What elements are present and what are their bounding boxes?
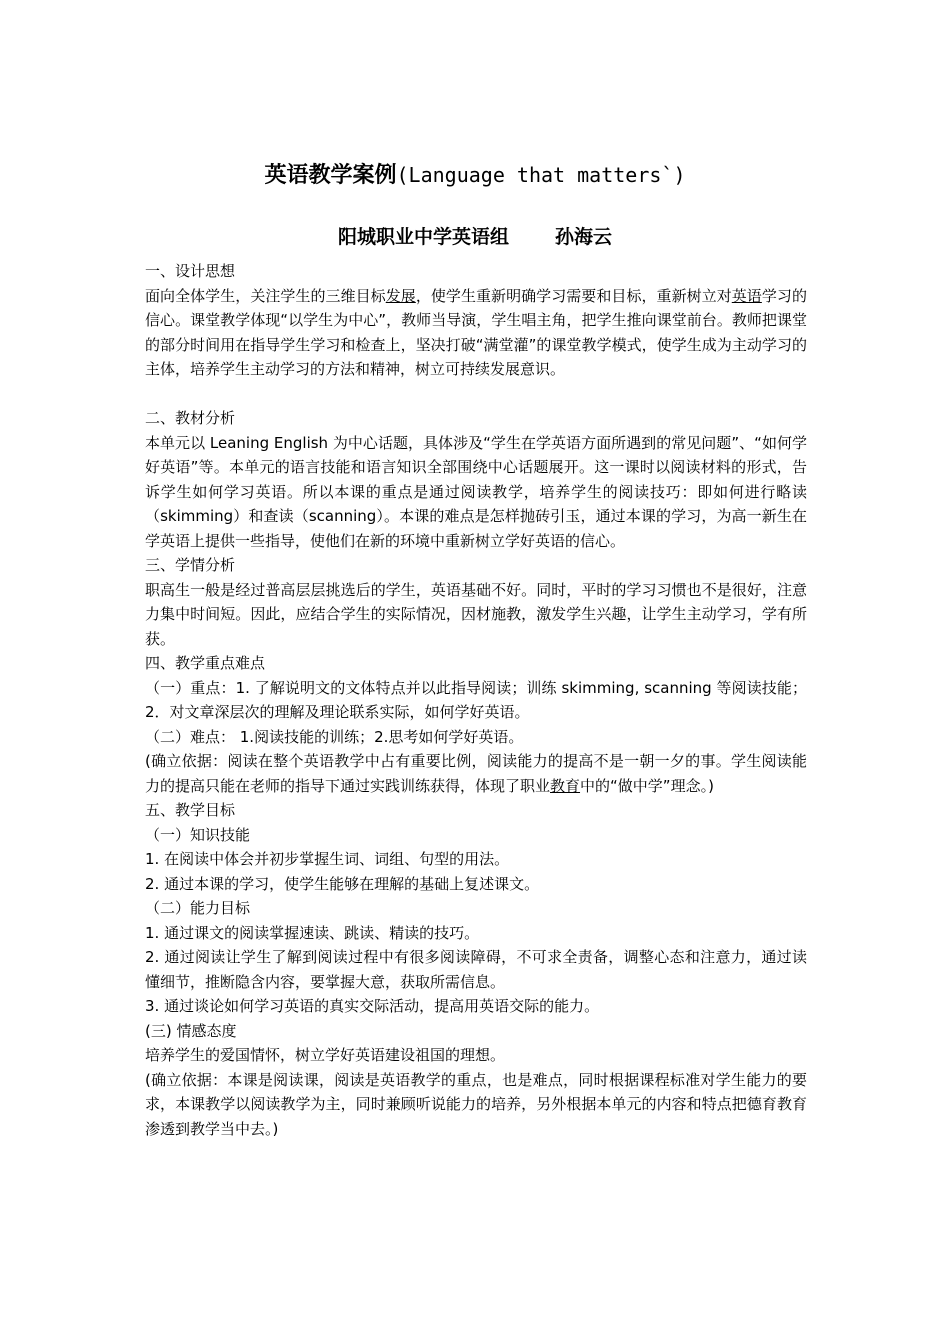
section-heading-objectives: 五、教学目标 [145,801,236,819]
keypoints-difficulty: （二）难点： 1.阅读技能的训练；2.思考如何学好英语。 [145,727,524,746]
keypoints-focus: （一）重点：1. 了解说明文的文体特点并以此指导阅读；训练 skimming, scanning 等阅读技能；2．对文章深层次的理解及理论联系实际，如何学好英语。 [145,678,807,721]
material-paragraph: 本单元以 Leaning English 为中心话题，具体涉及“学生在学英语方面所遇到的常见问题”、“如何学好英语”等。本单元的语言技能和语言知识全部围绕中心话题展开。这一课时以阅读材料的形式，告诉学生如何学习英语。所以本课的重点是通过阅读教学，培养学生的阅读技巧：即如何进行略读（skimming）和查读（scanning）。本课的难点是怎样抛砖引玉，通过本课的学习，为高一新生在学英语上提供一些指导，使他们在新的环境中重新树立学好英语的信心。 [145,433,807,550]
design-text-b: ，使学生重新明确学习需要和目标，重新树立对 [415,286,732,305]
link-english[interactable]: 英语 [731,286,762,305]
students-paragraph: 职高生一般是经过普高层层挑选后的学生，英语基础不好。同时，平时的学习习惯也不是很好，注意力集中时间短。因此，应结合学生的实际情况，因材施教，激发学生兴趣，让学生主动学习，学有所获。 [145,580,807,648]
ability-item: 2. 通过阅读让学生了解到阅读过程中有很多阅读障碍，不可求全责备，调整心态和注意力，通过读懂细节，推断隐含内容，要掌握大意，获取所需信息。 [145,948,807,991]
title-chinese: 英语教学案例 [264,163,397,188]
blank-line [145,382,807,407]
title-english: (Language that matters`) [396,163,686,187]
knowledge-item: 1. 在阅读中体会并初步掌握生词、词组、句型的用法。 [145,850,510,868]
keypoints-basis-b: 中的“做中学”理念。) [580,776,714,795]
knowledge-heading: （一）知识技能 [145,825,251,844]
author-organization: 阳城职业中学英语组 [337,226,509,248]
knowledge-item: 2. 通过本课的学习，使学生能够在理解的基础上复述课文。 [145,874,540,893]
ability-item: 1. 通过课文的阅读掌握速读、跳读、精读的技巧。 [145,923,480,942]
attitude-heading: (三) 情感态度 [145,1021,237,1040]
link-development[interactable]: 发展 [385,286,416,305]
author-name: 孙海云 [555,226,613,248]
section-heading-design: 一、设计思想 [145,262,236,280]
section-heading-students: 三、学情分析 [145,556,236,574]
design-text-c: 学习的信心。课堂教学体现“以学生为中心”，教师当导演，学生唱主角，把学生推向课堂前台。教师把课堂的部分时间用在指导学生学习和检查上，坚决打破“满堂灌”的课堂教学模式，使学生成为主动学习的主体，培养学生主动学习的方法和精神，树立可持续发展意识。 [145,286,807,378]
document-body [145,259,807,1141]
section-heading-material: 二、教材分析 [145,409,236,427]
document-author-line [0,222,950,252]
link-education[interactable]: 教育 [550,776,581,795]
ability-heading: （二）能力目标 [145,899,251,917]
design-paragraph [145,284,807,382]
design-text-a: 面向全体学生，关注学生的三维目标 [145,286,386,305]
ability-item: 3. 通过谈论如何学习英语的真实交际活动，提高用英语交际的能力。 [145,997,600,1015]
section-heading-keypoints: 四、教学重点难点 [145,654,266,672]
objectives-basis: (确立依据：本课是阅读课，阅读是英语教学的重点，也是难点，同时根据课程标准对学生能力的要求，本课教学以阅读教学为主，同时兼顾听说能力的培养，另外根据本单元的内容和特点把德育教育渗透到教学当中去。) [145,1070,807,1138]
keypoints-basis [145,749,807,798]
document-title [0,158,950,193]
attitude-text: 培养学生的爱国情怀，树立学好英语建设祖国的理想。 [145,1046,506,1064]
keypoints-basis-a: (确立依据：阅读在整个英语教学中占有重要比例，阅读能力的提高不是一朝一夕的事。学生阅读能力的提高只能在老师的指导下通过实践训练获得，体现了职业 [145,752,807,795]
